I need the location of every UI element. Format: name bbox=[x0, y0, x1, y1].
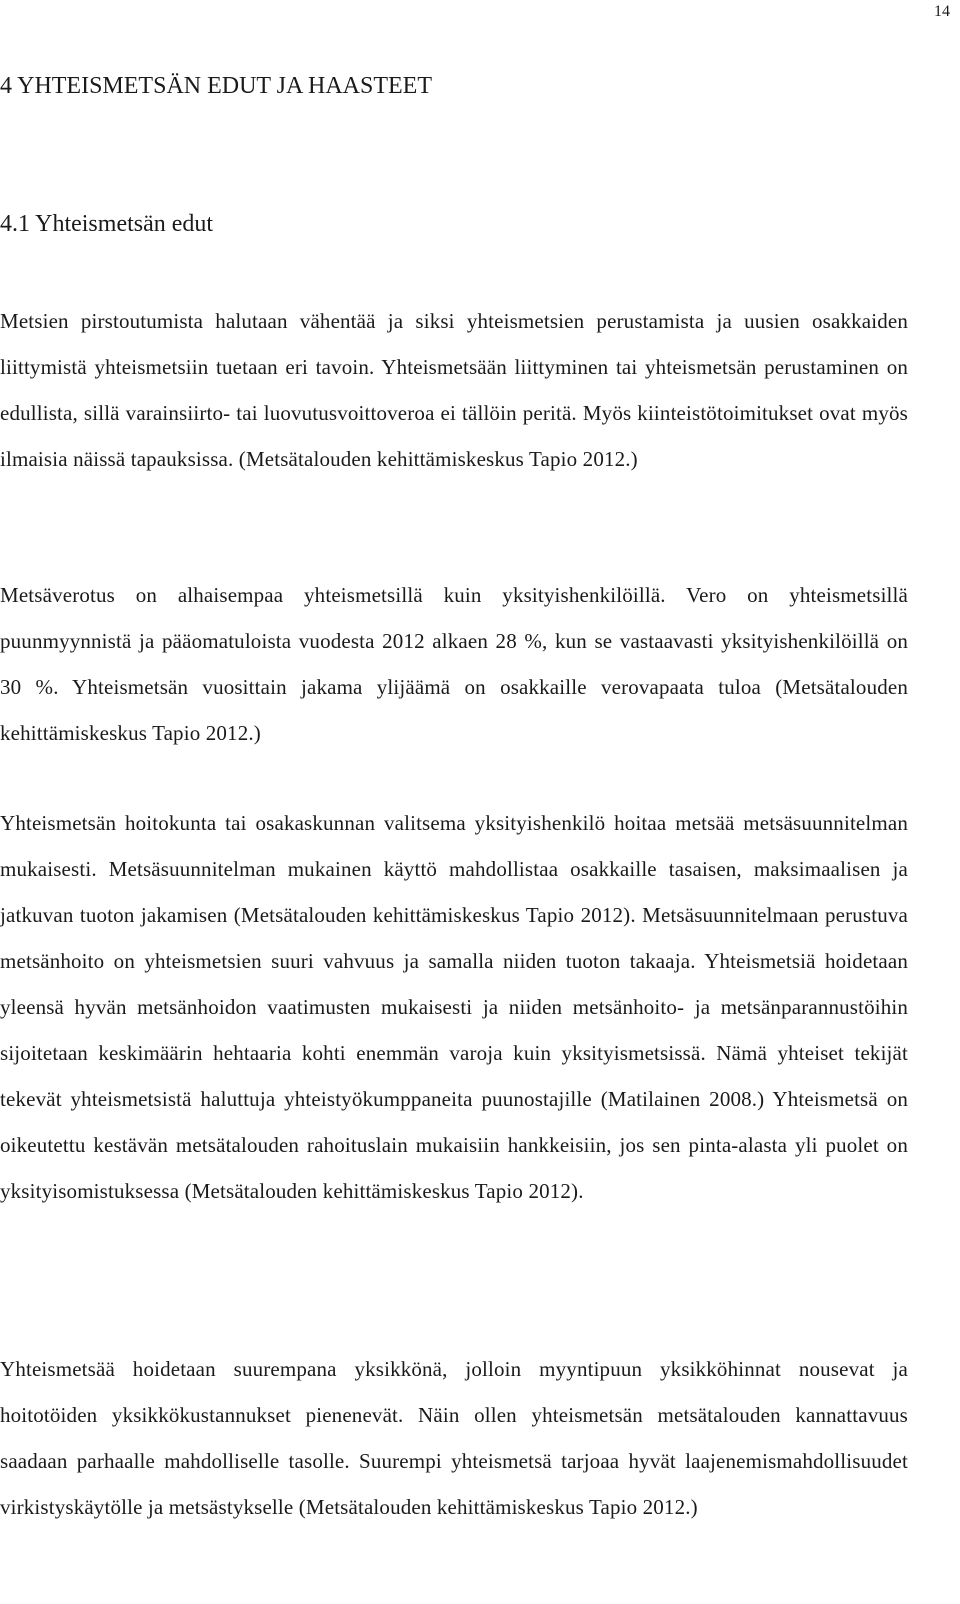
paragraph-3: Yhteismetsän hoitokunta tai osakaskunnan valitsema yksityishenkilö hoitaa metsää metsäsuunnitelman mukaisesti. Metsäsuunnitelman mukainen käyttö mahdollistaa osakkaille tasaisen, maksimaalisen ja jatkuvan tuoton jakamisen (Metsätalouden kehittämiskeskus Tapio 2012). Metsäsuunnitelmaan perustuva metsänhoito on yhteismetsien suuri vahvuus ja samalla niiden tuoton takaaja. Yhteismetsiä hoidetaan yleensä hyvän metsänhoidon vaatimusten mukaisesti ja niiden metsänhoito- ja metsänparannustöihin sijoitetaan keskimäärin hehtaaria kohti enemmän varoja kuin yksityismetsissä. Nämä yhteiset tekijät tekevät yhteismetsistä haluttuja yhteistyökumppaneita puunostajille (Matilainen 2008.) Yhteismetsä on oikeutettu kestävän metsätalouden rahoituslain mukaisiin hankkeisiin, jos sen pinta-alasta yli puolet on yksityisomistuksessa (Metsätalouden kehittämiskeskus Tapio 2012). bbox=[0, 811, 908, 1203]
section-heading: 4.1 Yhteismetsän edut bbox=[0, 211, 214, 237]
paragraph-4: Yhteismetsää hoidetaan suurempana yksikkönä, jolloin myyntipuun yksikköhinnat nousevat ja hoitotöiden yksikkökustannukset pienenevät. Näin ollen yhteismetsän metsätalouden kannattavuus saadaan parhaalle mahdolliselle tasolle. Suurempi yhteismetsä tarjoaa hyvät laajenemismahdollisuudet virkistyskäytölle ja metsästykselle (Metsätalouden kehittämiskeskus Tapio 2012.) bbox=[0, 1357, 908, 1519]
page-number: 14 bbox=[934, 3, 950, 20]
paragraph-2: Metsäverotus on alhaisempaa yhteismetsillä kuin yksityishenkilöillä. Vero on yhteismetsillä puunmyynnistä ja pääomatuloista vuodesta 2012 alkaen 28 %, kun se vastaavasti yksityishenkilöillä on 30 %. Yhteismetsän vuosittain jakama ylijäämä on osakkaille verovapaata tuloa (Metsätalouden kehittämiskeskus Tapio 2012.) bbox=[0, 583, 908, 745]
paragraph-1: Metsien pirstoutumista halutaan vähentää ja siksi yhteismetsien perustamista ja uusien osakkaiden liittymistä yhteismetsiin tuetaan eri tavoin. Yhteismetsään liittyminen tai yhteismetsän perustaminen on edullista, sillä varainsiirto- tai luovutusvoittoveroa ei tällöin peritä. Myös kiinteistötoimitukset ovat myös ilmaisia näissä tapauksissa. (Metsätalouden kehittämiskeskus Tapio 2012.) bbox=[0, 309, 908, 471]
chapter-heading: 4 YHTEISMETSÄN EDUT JA HAASTEET bbox=[0, 73, 432, 99]
